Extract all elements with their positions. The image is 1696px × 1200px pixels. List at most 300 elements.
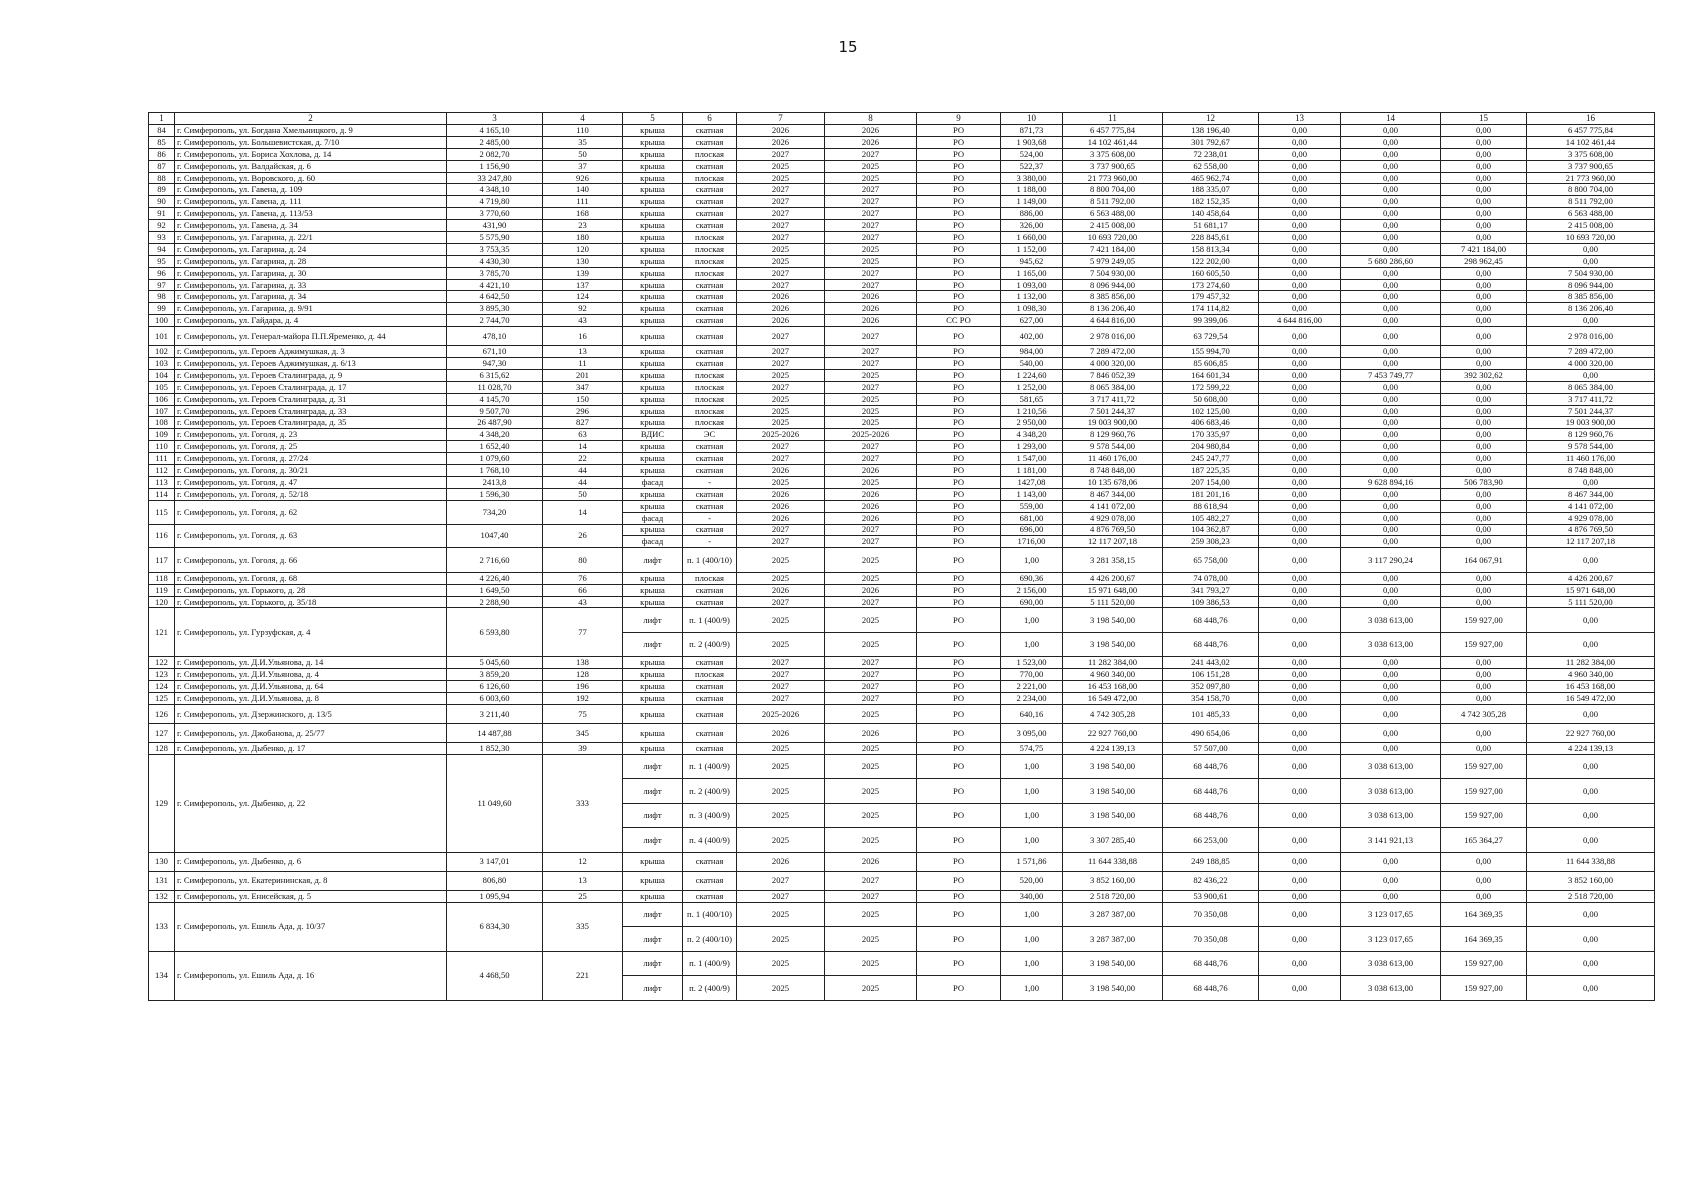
year-cell: 2025 <box>825 828 917 853</box>
fund-cell: РО <box>917 453 1001 465</box>
total-cost-cell: 3 307 285,40 <box>1063 828 1163 853</box>
table-row <box>149 488 1655 500</box>
work-type-cell: крыша <box>623 255 683 267</box>
fund-source-14-cell: 0,00 <box>1341 705 1441 724</box>
year-plan-cell: 2025 <box>737 902 825 927</box>
row-number-cell: 84 <box>149 125 175 137</box>
fund-cell: РО <box>917 172 1001 184</box>
fund-source-16-cell: 3 852 160,00 <box>1527 871 1655 890</box>
work-type-cell: крыша <box>623 524 683 536</box>
unit-cost-cell: 301 792,67 <box>1163 136 1259 148</box>
work-type-cell: крыша <box>623 279 683 291</box>
total-cost-cell: 16 453 168,00 <box>1063 681 1163 693</box>
year-cell: 2027 <box>825 232 917 244</box>
row-number-cell: 96 <box>149 267 175 279</box>
unit-cost-cell: 82 436,22 <box>1163 871 1259 890</box>
work-type-cell: крыша <box>623 743 683 755</box>
total-cost-cell: 9 578 544,00 <box>1063 441 1163 453</box>
table-row <box>149 453 1655 465</box>
fund-source-16-cell: 5 111 520,00 <box>1527 596 1655 608</box>
year-cell: 2027 <box>825 381 917 393</box>
volume-cell: 524,00 <box>1001 148 1063 160</box>
area-cell: 26 487,90 <box>447 417 543 429</box>
year-cell: 2027 <box>825 196 917 208</box>
fund-cell: РО <box>917 693 1001 705</box>
table-row <box>149 393 1655 405</box>
fund-source-14-cell: 9 628 894,16 <box>1341 476 1441 488</box>
work-type-cell: крыша <box>623 125 683 137</box>
total-cost-cell: 10 693 720,00 <box>1063 232 1163 244</box>
address-cell: г. Симферополь, ул. Валдайская, д. 6 <box>175 160 447 172</box>
fund-source-16-cell: 0,00 <box>1527 828 1655 853</box>
year-plan-cell: 2025 <box>737 632 825 657</box>
fund-source-13-cell: 0,00 <box>1259 208 1341 220</box>
year-plan-cell: 2027 <box>737 453 825 465</box>
work-spec-cell: скатная <box>683 465 737 477</box>
area-cell: 1 852,30 <box>447 743 543 755</box>
area-cell: 6 315,62 <box>447 369 543 381</box>
year-cell: 2025 <box>825 393 917 405</box>
year-plan-cell: 2026 <box>737 303 825 315</box>
fund-source-14-cell: 7 453 749,77 <box>1341 369 1441 381</box>
total-cost-cell: 22 927 760,00 <box>1063 724 1163 743</box>
table-row <box>149 902 1655 927</box>
residents-cell: 347 <box>543 381 623 393</box>
unit-cost-cell: 172 599,22 <box>1163 381 1259 393</box>
work-type-cell: крыша <box>623 358 683 370</box>
fund-source-16-cell: 8 065 384,00 <box>1527 381 1655 393</box>
fund-source-15-cell: 159 927,00 <box>1441 803 1527 828</box>
fund-source-13-cell: 0,00 <box>1259 632 1341 657</box>
year-cell: 2027 <box>825 358 917 370</box>
fund-source-14-cell: 0,00 <box>1341 136 1441 148</box>
year-cell: 2025 <box>825 172 917 184</box>
work-spec-cell: плоская <box>683 243 737 255</box>
residents-cell: 76 <box>543 572 623 584</box>
fund-source-14-cell: 0,00 <box>1341 488 1441 500</box>
year-plan-cell: 2025 <box>737 951 825 976</box>
total-cost-cell: 15 971 648,00 <box>1063 584 1163 596</box>
year-plan-cell: 2025 <box>737 743 825 755</box>
fund-source-16-cell: 9 578 544,00 <box>1527 441 1655 453</box>
residents-cell: 92 <box>543 303 623 315</box>
work-spec-cell: скатная <box>683 315 737 327</box>
fund-source-14-cell: 0,00 <box>1341 220 1441 232</box>
table-row <box>149 315 1655 327</box>
work-spec-cell: скатная <box>683 705 737 724</box>
volume-cell: 690,00 <box>1001 596 1063 608</box>
column-header: 14 <box>1341 113 1441 125</box>
year-cell: 2026 <box>825 852 917 871</box>
fund-source-13-cell: 0,00 <box>1259 803 1341 828</box>
unit-cost-cell: 109 386,53 <box>1163 596 1259 608</box>
total-cost-cell: 16 549 472,00 <box>1063 693 1163 705</box>
fund-cell: РО <box>917 724 1001 743</box>
total-cost-cell: 8 385 856,00 <box>1063 291 1163 303</box>
work-spec-cell: плоская <box>683 417 737 429</box>
volume-cell: 326,00 <box>1001 220 1063 232</box>
fund-source-13-cell: 0,00 <box>1259 951 1341 976</box>
volume-cell: 1,00 <box>1001 902 1063 927</box>
fund-cell: РО <box>917 369 1001 381</box>
area-cell: 6 003,60 <box>447 693 543 705</box>
unit-cost-cell: 182 152,35 <box>1163 196 1259 208</box>
volume-cell: 1,00 <box>1001 976 1063 1001</box>
work-spec-cell: п. 2 (400/9) <box>683 632 737 657</box>
area-cell: 3 859,20 <box>447 669 543 681</box>
volume-cell: 540,00 <box>1001 358 1063 370</box>
year-cell: 2027 <box>825 871 917 890</box>
fund-cell: РО <box>917 291 1001 303</box>
residents-cell: 44 <box>543 476 623 488</box>
fund-source-13-cell: 0,00 <box>1259 220 1341 232</box>
fund-cell: СС РО <box>917 315 1001 327</box>
unit-cost-cell: 188 335,07 <box>1163 184 1259 196</box>
fund-source-13-cell: 0,00 <box>1259 476 1341 488</box>
fund-source-15-cell: 0,00 <box>1441 184 1527 196</box>
fund-source-16-cell: 0,00 <box>1527 754 1655 779</box>
unit-cost-cell: 164 601,34 <box>1163 369 1259 381</box>
residents-cell: 25 <box>543 890 623 902</box>
address-cell: г. Симферополь, ул. Гоголя, д. 68 <box>175 572 447 584</box>
work-spec-cell: скатная <box>683 327 737 346</box>
fund-source-16-cell: 8 748 848,00 <box>1527 465 1655 477</box>
unit-cost-cell: 179 457,32 <box>1163 291 1259 303</box>
volume-cell: 340,00 <box>1001 890 1063 902</box>
fund-source-16-cell: 7 501 244,37 <box>1527 405 1655 417</box>
fund-source-16-cell: 4 000 320,00 <box>1527 358 1655 370</box>
fund-cell: РО <box>917 669 1001 681</box>
residents-cell: 44 <box>543 465 623 477</box>
work-type-cell: крыша <box>623 393 683 405</box>
year-cell: 2025 <box>825 572 917 584</box>
work-spec-cell: плоская <box>683 669 737 681</box>
area-cell: 14 487,88 <box>447 724 543 743</box>
address-cell: г. Симферополь, ул. Генерал-майора П.П.Яременко, д. 44 <box>175 327 447 346</box>
total-cost-cell: 3 198 540,00 <box>1063 803 1163 828</box>
year-cell: 2027 <box>825 693 917 705</box>
fund-source-13-cell: 0,00 <box>1259 346 1341 358</box>
table-row <box>149 160 1655 172</box>
fund-source-15-cell: 0,00 <box>1441 488 1527 500</box>
year-plan-cell: 2026 <box>737 291 825 303</box>
fund-source-13-cell: 0,00 <box>1259 572 1341 584</box>
fund-source-15-cell: 0,00 <box>1441 172 1527 184</box>
work-type-cell: крыша <box>623 584 683 596</box>
fund-source-15-cell: 164 369,35 <box>1441 927 1527 952</box>
fund-source-15-cell: 0,00 <box>1441 291 1527 303</box>
fund-source-13-cell: 0,00 <box>1259 927 1341 952</box>
fund-cell: РО <box>917 358 1001 370</box>
total-cost-cell: 3 852 160,00 <box>1063 871 1163 890</box>
year-cell: 2025 <box>825 476 917 488</box>
fund-source-14-cell: 0,00 <box>1341 184 1441 196</box>
unit-cost-cell: 57 507,00 <box>1163 743 1259 755</box>
fund-source-13-cell: 0,00 <box>1259 524 1341 536</box>
year-cell: 2027 <box>825 327 917 346</box>
fund-source-13-cell: 0,00 <box>1259 871 1341 890</box>
year-cell: 2025 <box>825 803 917 828</box>
residents-cell: 124 <box>543 291 623 303</box>
row-number-cell: 122 <box>149 657 175 669</box>
table-row <box>149 724 1655 743</box>
work-type-cell: крыша <box>623 488 683 500</box>
work-type-cell: крыша <box>623 681 683 693</box>
year-plan-cell: 2027 <box>737 327 825 346</box>
fund-cell: РО <box>917 327 1001 346</box>
table-row <box>149 184 1655 196</box>
volume-cell: 945,62 <box>1001 255 1063 267</box>
column-header: 5 <box>623 113 683 125</box>
fund-source-13-cell: 0,00 <box>1259 743 1341 755</box>
year-cell: 2026 <box>825 724 917 743</box>
table-row <box>149 327 1655 346</box>
year-cell: 2025 <box>825 405 917 417</box>
table-row <box>149 754 1655 779</box>
row-number-cell: 127 <box>149 724 175 743</box>
total-cost-cell: 3 198 540,00 <box>1063 951 1163 976</box>
column-header: 11 <box>1063 113 1163 125</box>
fund-source-14-cell: 0,00 <box>1341 160 1441 172</box>
table-row <box>149 291 1655 303</box>
work-type-cell: крыша <box>623 405 683 417</box>
work-spec-cell: плоская <box>683 267 737 279</box>
row-number-cell: 130 <box>149 852 175 871</box>
fund-source-14-cell: 0,00 <box>1341 681 1441 693</box>
total-cost-cell: 3 198 540,00 <box>1063 608 1163 633</box>
address-cell: г. Симферополь, ул. Гавена, д. 113/53 <box>175 208 447 220</box>
address-cell: г. Симферополь, ул. Бориса Хохлова, д. 14 <box>175 148 447 160</box>
fund-source-16-cell: 4 426 200,67 <box>1527 572 1655 584</box>
fund-source-14-cell: 0,00 <box>1341 441 1441 453</box>
fund-source-15-cell: 0,00 <box>1441 315 1527 327</box>
fund-source-15-cell: 0,00 <box>1441 393 1527 405</box>
total-cost-cell: 4 742 305,28 <box>1063 705 1163 724</box>
fund-source-14-cell: 3 123 017,65 <box>1341 902 1441 927</box>
work-type-cell: крыша <box>623 291 683 303</box>
work-spec-cell: скатная <box>683 208 737 220</box>
year-plan-cell: 2025 <box>737 572 825 584</box>
year-plan-cell: 2026 <box>737 512 825 524</box>
work-type-cell: ВДИС <box>623 429 683 441</box>
year-cell: 2027 <box>825 220 917 232</box>
total-cost-cell: 3 198 540,00 <box>1063 632 1163 657</box>
fund-source-15-cell: 0,00 <box>1441 681 1527 693</box>
address-cell: г. Симферополь, ул. Екатерининская, д. 8 <box>175 871 447 890</box>
work-spec-cell: скатная <box>683 596 737 608</box>
fund-source-14-cell: 3 038 613,00 <box>1341 976 1441 1001</box>
column-header: 1 <box>149 113 175 125</box>
fund-source-16-cell: 0,00 <box>1527 902 1655 927</box>
table-row <box>149 890 1655 902</box>
work-type-cell: крыша <box>623 453 683 465</box>
column-header: 7 <box>737 113 825 125</box>
year-plan-cell: 2026 <box>737 852 825 871</box>
unit-cost-cell: 174 114,82 <box>1163 303 1259 315</box>
residents-cell: 26 <box>543 524 623 548</box>
row-number-cell: 100 <box>149 315 175 327</box>
residents-cell: 23 <box>543 220 623 232</box>
total-cost-cell: 7 421 184,00 <box>1063 243 1163 255</box>
fund-source-14-cell: 0,00 <box>1341 381 1441 393</box>
row-number-cell: 113 <box>149 476 175 488</box>
fund-cell: РО <box>917 803 1001 828</box>
year-cell: 2026 <box>825 465 917 477</box>
residents-cell: 168 <box>543 208 623 220</box>
fund-source-14-cell: 3 141 921,13 <box>1341 828 1441 853</box>
total-cost-cell: 3 281 358,15 <box>1063 548 1163 573</box>
residents-cell: 75 <box>543 705 623 724</box>
fund-source-15-cell: 0,00 <box>1441 693 1527 705</box>
area-cell: 478,10 <box>447 327 543 346</box>
fund-cell: РО <box>917 488 1001 500</box>
table-row <box>149 220 1655 232</box>
volume-cell: 690,36 <box>1001 572 1063 584</box>
unit-cost-cell: 228 845,61 <box>1163 232 1259 244</box>
fund-source-13-cell: 0,00 <box>1259 136 1341 148</box>
volume-cell: 1427,08 <box>1001 476 1063 488</box>
column-header: 8 <box>825 113 917 125</box>
unit-cost-cell: 245 247,77 <box>1163 453 1259 465</box>
fund-source-14-cell: 3 117 290,24 <box>1341 548 1441 573</box>
year-cell: 2026 <box>825 584 917 596</box>
area-cell: 671,10 <box>447 346 543 358</box>
table-row <box>149 951 1655 976</box>
table-row <box>149 572 1655 584</box>
unit-cost-cell: 68 448,76 <box>1163 803 1259 828</box>
fund-source-13-cell: 0,00 <box>1259 536 1341 548</box>
work-spec-cell: плоская <box>683 369 737 381</box>
fund-source-16-cell: 8 129 960,76 <box>1527 429 1655 441</box>
fund-source-14-cell: 0,00 <box>1341 315 1441 327</box>
unit-cost-cell: 155 994,70 <box>1163 346 1259 358</box>
table-row <box>149 208 1655 220</box>
fund-cell: РО <box>917 596 1001 608</box>
fund-source-16-cell: 0,00 <box>1527 803 1655 828</box>
fund-source-15-cell: 0,00 <box>1441 208 1527 220</box>
fund-cell: РО <box>917 465 1001 477</box>
fund-source-15-cell: 0,00 <box>1441 512 1527 524</box>
table-row <box>149 693 1655 705</box>
residents-cell: 196 <box>543 681 623 693</box>
fund-source-16-cell: 12 117 207,18 <box>1527 536 1655 548</box>
work-type-cell: крыша <box>623 441 683 453</box>
year-cell: 2025 <box>825 632 917 657</box>
area-cell: 6 593,80 <box>447 608 543 657</box>
year-plan-cell: 2027 <box>737 279 825 291</box>
area-cell: 806,80 <box>447 871 543 890</box>
unit-cost-cell: 70 350,08 <box>1163 927 1259 952</box>
total-cost-cell: 2 415 008,00 <box>1063 220 1163 232</box>
volume-cell: 1 660,00 <box>1001 232 1063 244</box>
column-header: 10 <box>1001 113 1063 125</box>
area-cell: 1 768,10 <box>447 465 543 477</box>
table-row <box>149 441 1655 453</box>
fund-source-16-cell: 11 282 384,00 <box>1527 657 1655 669</box>
total-cost-cell: 5 979 249,05 <box>1063 255 1163 267</box>
fund-source-13-cell: 0,00 <box>1259 754 1341 779</box>
work-spec-cell: скатная <box>683 220 737 232</box>
fund-source-14-cell: 0,00 <box>1341 232 1441 244</box>
year-plan-cell: 2026 <box>737 465 825 477</box>
fund-source-14-cell: 0,00 <box>1341 243 1441 255</box>
fund-source-15-cell: 0,00 <box>1441 303 1527 315</box>
fund-source-16-cell: 3 737 900,65 <box>1527 160 1655 172</box>
total-cost-cell: 4 960 340,00 <box>1063 669 1163 681</box>
area-cell: 3 770,60 <box>447 208 543 220</box>
year-plan-cell: 2027 <box>737 871 825 890</box>
fund-source-16-cell: 0,00 <box>1527 705 1655 724</box>
year-plan-cell: 2027 <box>737 657 825 669</box>
volume-cell: 1 098,30 <box>1001 303 1063 315</box>
residents-cell: 138 <box>543 657 623 669</box>
work-spec-cell: скатная <box>683 184 737 196</box>
fund-source-13-cell: 0,00 <box>1259 148 1341 160</box>
area-cell: 2 288,90 <box>447 596 543 608</box>
unit-cost-cell: 53 900,61 <box>1163 890 1259 902</box>
row-number-cell: 94 <box>149 243 175 255</box>
area-cell: 1 649,50 <box>447 584 543 596</box>
work-spec-cell: скатная <box>683 279 737 291</box>
fund-source-15-cell: 0,00 <box>1441 220 1527 232</box>
residents-cell: 50 <box>543 488 623 500</box>
row-number-cell: 119 <box>149 584 175 596</box>
year-plan-cell: 2025 <box>737 243 825 255</box>
work-type-cell: крыша <box>623 196 683 208</box>
address-cell: г. Симферополь, ул. Гагарина, д. 9/91 <box>175 303 447 315</box>
work-type-cell: крыша <box>623 852 683 871</box>
total-cost-cell: 3 198 540,00 <box>1063 779 1163 804</box>
row-number-cell: 105 <box>149 381 175 393</box>
year-plan-cell: 2025-2026 <box>737 429 825 441</box>
total-cost-cell: 8 800 704,00 <box>1063 184 1163 196</box>
volume-cell: 640,16 <box>1001 705 1063 724</box>
fund-source-16-cell: 8 800 704,00 <box>1527 184 1655 196</box>
address-cell: г. Симферополь, ул. Героев Аджимушкая, д. 3 <box>175 346 447 358</box>
unit-cost-cell: 99 399,06 <box>1163 315 1259 327</box>
volume-cell: 1 903,68 <box>1001 136 1063 148</box>
table-row <box>149 476 1655 488</box>
row-number-cell: 112 <box>149 465 175 477</box>
work-type-cell: крыша <box>623 669 683 681</box>
fund-source-13-cell: 0,00 <box>1259 417 1341 429</box>
total-cost-cell: 8 511 792,00 <box>1063 196 1163 208</box>
volume-cell: 3 095,00 <box>1001 724 1063 743</box>
volume-cell: 1,00 <box>1001 951 1063 976</box>
unit-cost-cell: 63 729,54 <box>1163 327 1259 346</box>
fund-source-13-cell: 0,00 <box>1259 369 1341 381</box>
work-spec-cell: скатная <box>683 657 737 669</box>
year-cell: 2027 <box>825 669 917 681</box>
fund-source-14-cell: 0,00 <box>1341 743 1441 755</box>
work-spec-cell: п. 2 (400/9) <box>683 779 737 804</box>
unit-cost-cell: 65 758,00 <box>1163 548 1259 573</box>
fund-source-13-cell: 0,00 <box>1259 125 1341 137</box>
total-cost-cell: 2 978 016,00 <box>1063 327 1163 346</box>
residents-cell: 128 <box>543 669 623 681</box>
unit-cost-cell: 105 482,27 <box>1163 512 1259 524</box>
address-cell: г. Симферополь, ул. Д.И.Ульянова, д. 14 <box>175 657 447 669</box>
fund-source-16-cell: 7 504 930,00 <box>1527 267 1655 279</box>
table-row <box>149 232 1655 244</box>
year-cell: 2027 <box>825 184 917 196</box>
work-spec-cell: скатная <box>683 681 737 693</box>
year-plan-cell: 2025 <box>737 369 825 381</box>
fund-source-14-cell: 0,00 <box>1341 890 1441 902</box>
fund-source-13-cell: 0,00 <box>1259 267 1341 279</box>
table-row <box>149 267 1655 279</box>
residents-cell: 37 <box>543 160 623 172</box>
